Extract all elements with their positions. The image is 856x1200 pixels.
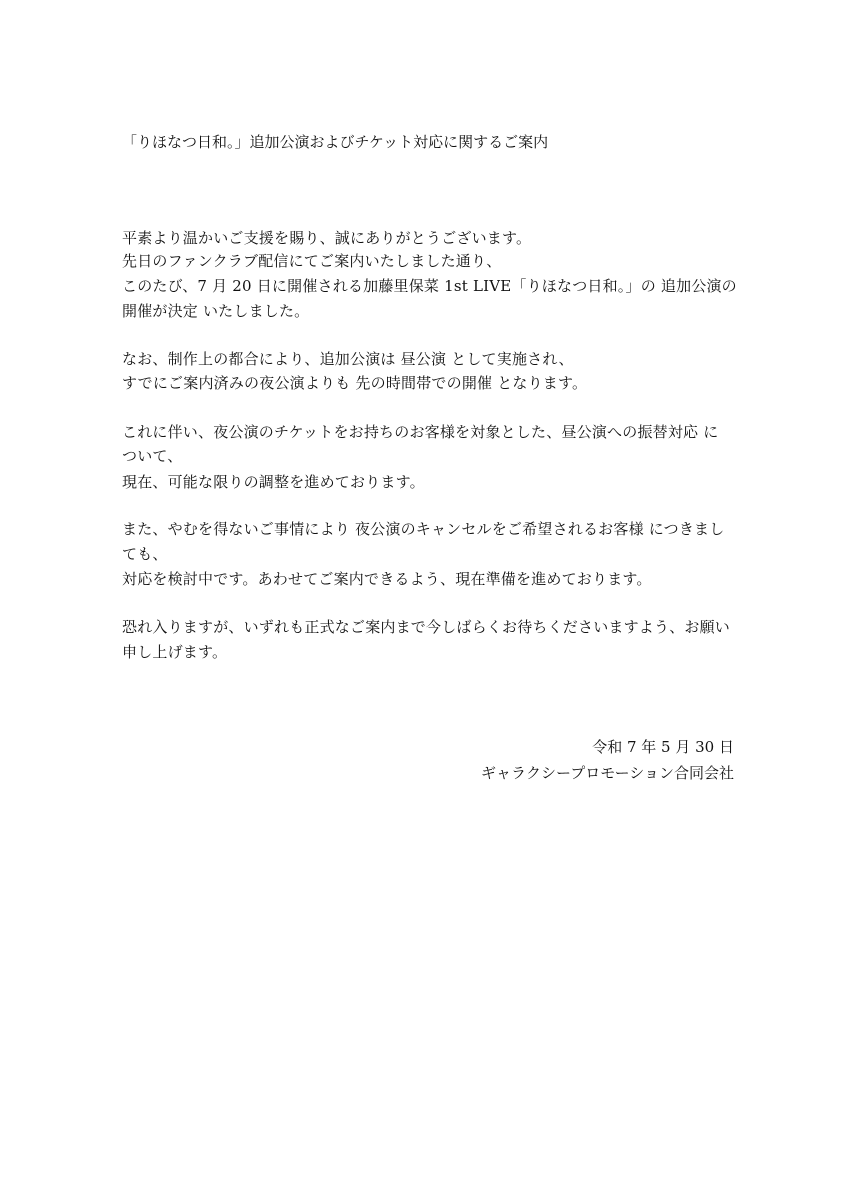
paragraph-1-line-4: 開催が決定 いたしました。 — [122, 302, 310, 320]
paragraph-3-line-2: ついて、 — [122, 447, 183, 465]
paragraph-4-line-3: 対応を検討中です。あわせてご案内できるよう、現在準備を進めております。 — [122, 570, 652, 588]
paragraph-2-line-1: なお、制作上の都合により、追加公演は 昼公演 として実施され、 — [122, 350, 574, 368]
document-title: 「りほなつ日和。」追加公演およびチケット対応に関するご案内 — [122, 133, 549, 151]
paragraph-1-line-1: 平素より温かいご支援を賜り、誠にありがとうございます。 — [122, 229, 532, 247]
paragraph-3-line-3: 現在、可能な限りの調整を進めております。 — [122, 473, 425, 491]
company-name: ギャラクシープロモーション合同会社 — [480, 764, 734, 782]
paragraph-4-line-1: また、やむを得ないご事情により 夜公演のキャンセルをご希望されるお客様 につきまし — [122, 520, 725, 538]
paragraph-3-line-1: これに伴い、夜公演のチケットをお持ちのお客様を対象とした、昼公演への振替対応 に — [122, 423, 719, 441]
paragraph-5-line-2: 申し上げます。 — [122, 643, 228, 661]
paragraph-1-line-2: 先日のファンクラブ配信にてご案内いたしました通り、 — [122, 252, 502, 270]
document-date: 令和 7 年 5 月 30 日 — [592, 738, 734, 756]
paragraph-1-line-3: このたび、7 月 20 日に開催される加藤里保菜 1st LIVE「りほなつ日和。」の 追加公演の — [122, 277, 737, 295]
paragraph-4-line-2: ても、 — [122, 545, 168, 563]
paragraph-2-line-2: すでにご案内済みの夜公演よりも 先の時間帯での開催 となります。 — [122, 374, 588, 392]
paragraph-5-line-1: 恐れ入りますが、いずれも正式なご案内まで今しばらくお待ちくださいますよう、お願い — [122, 618, 731, 636]
